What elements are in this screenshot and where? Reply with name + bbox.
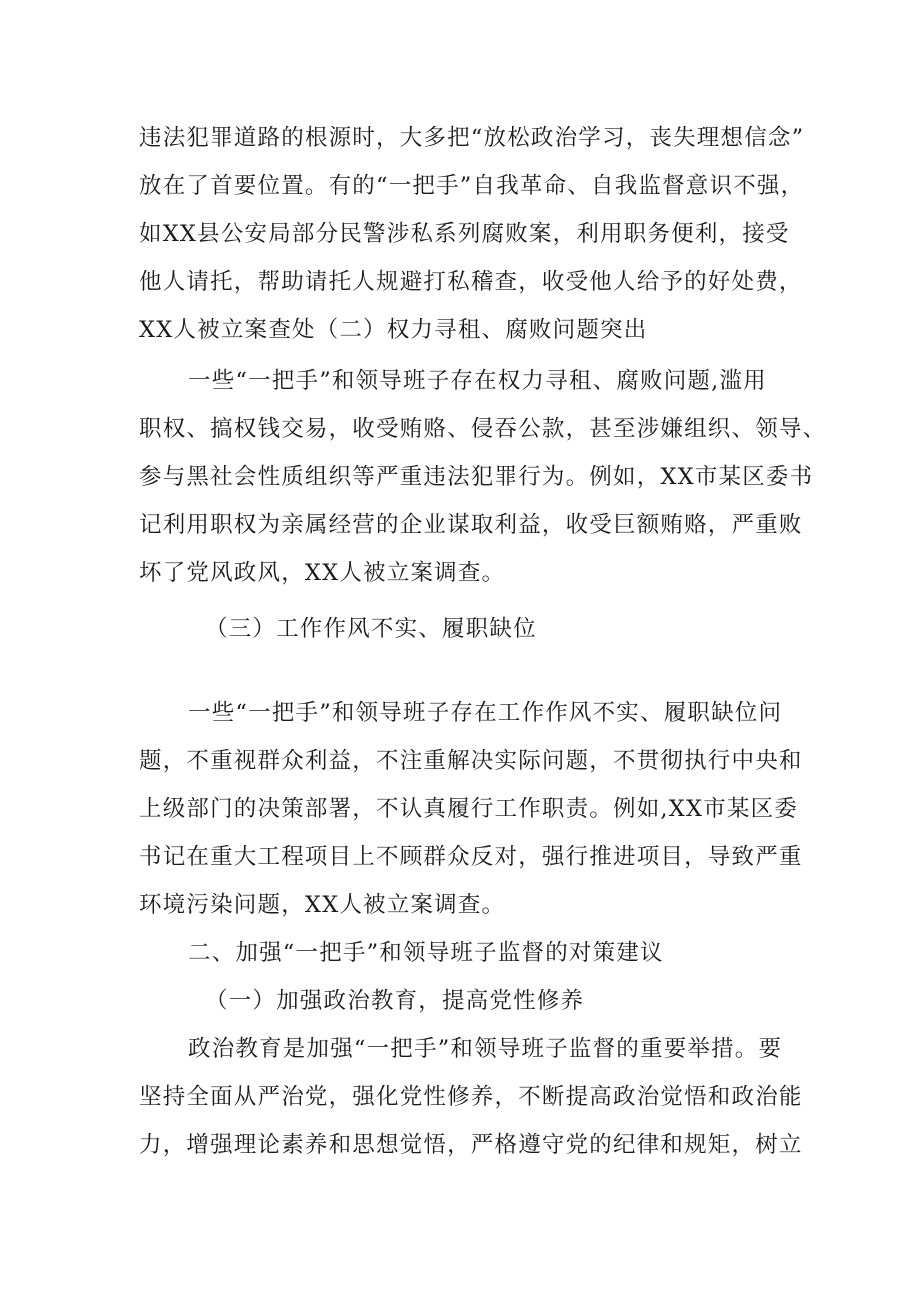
paragraph-line: 职权、搞权钱交易，收受贿赂、侵吞公款，甚至涉嫌组织、领导、 [139, 416, 827, 442]
paragraph-line: 环境污染问题，XX人被立案调查。 [139, 892, 506, 918]
paragraph-line: 违法犯罪道路的根源时，大多把“放松政治学习，丧失理想信念” [139, 125, 805, 151]
paragraph-line: 他人请托，帮助请托人规避打私稽查，收受他人给予的好处费， [139, 269, 803, 295]
paragraph-line: 书记在重大工程项目上不顾群众反对，强行推进项目，导致严重 [139, 844, 803, 870]
paragraph-line: 放在了首要位置。有的“一把手”自我革命、自我监督意识不强， [139, 173, 805, 199]
paragraph-line: 上级部门的决策部署，不认真履行工作职责。例如,XX市某区委 [139, 796, 798, 822]
paragraph-line: 一些“一把手”和领导班子存在工作作风不实、履职缺位问 [188, 700, 783, 726]
section-heading: 二、加强“一把手”和领导班子监督的对策建议 [188, 940, 664, 966]
paragraph-line: 参与黑社会性质组织等严重违法犯罪行为。例如，XX市某区委书 [139, 464, 814, 490]
section-heading: （三）工作作风不实、履职缺位 [205, 616, 537, 642]
subsection-heading: （一）加强政治教育，提高党性修养 [205, 988, 585, 1014]
paragraph-line: 坏了党风政风，XX人被立案调查。 [139, 560, 506, 586]
paragraph-line: 记利用职权为亲属经营的企业谋取利益，收受巨额贿赂，严重败 [139, 512, 803, 538]
paragraph-line: XX人被立案查处（二）权力寻租、腐败问题突出 [139, 317, 648, 343]
paragraph-line: 题，不重视群众利益，不注重解决实际问题，不贯彻执行中央和 [139, 748, 803, 774]
paragraph-line: 力，增强理论素养和思想觉悟，严格遵守党的纪律和规矩，树立 [139, 1132, 803, 1158]
paragraph-line: 政治教育是加强“一把手”和领导班子监督的重要举措。要 [188, 1036, 783, 1062]
paragraph-line: 如XX县公安局部分民警涉私系列腐败案，利用职务便利，接受 [139, 221, 790, 247]
paragraph-line: 坚持全面从严治党，强化党性修养，不断提高政治觉悟和政治能 [139, 1084, 803, 1110]
paragraph-line: 一些“一把手”和领导班子存在权力寻租、腐败问题,滥用 [188, 368, 767, 394]
